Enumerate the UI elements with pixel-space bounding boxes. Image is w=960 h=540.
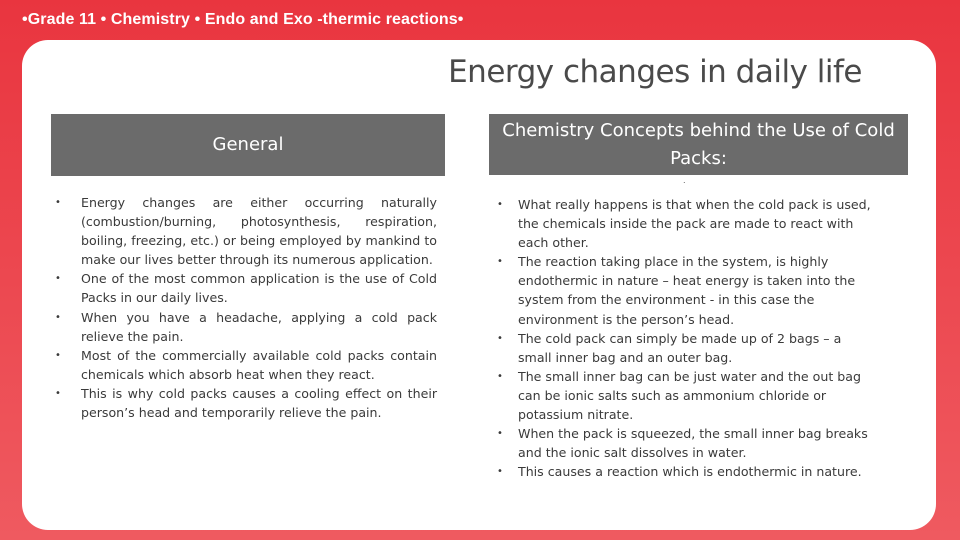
- list-item: [54, 346, 437, 384]
- list-item: [496, 329, 874, 367]
- bullet-icon: •: [497, 466, 503, 478]
- bullet-icon: •: [55, 273, 61, 285]
- chemistry-concepts-list: [496, 195, 874, 481]
- list-item: [54, 308, 437, 346]
- stray-mark: .: [683, 176, 686, 185]
- list-item-text: When you have a headache, applying a cold pack relieve the pain.: [81, 309, 437, 344]
- bullet-icon: •: [497, 256, 503, 268]
- general-list: [54, 193, 437, 422]
- list-item-text: The reaction taking place in the system, is highly endothermic in nature – heat energy is taken into the system from the environment - in this case the environment is the person’s head.: [518, 254, 856, 327]
- bullet-icon: •: [497, 370, 503, 382]
- list-item-text: This is why cold packs causes a cooling effect on their person’s head and temporarily relieve the pain.: [81, 385, 437, 421]
- bullet-icon: •: [497, 199, 503, 210]
- bullet-icon: •: [497, 332, 503, 344]
- general-heading: [51, 114, 445, 176]
- list-item-text: Energy changes are either occurring naturally (combustion/burning, photosynthesis, respiration, boiling, freezing, etc.) or being employed by mankind to make our lives better through its numerous application.: [81, 195, 437, 268]
- breadcrumb: •Grade 11 • Chemistry • Endo and Exo -thermic reactions•: [22, 11, 464, 28]
- list-item: [54, 269, 437, 307]
- chemistry-concepts-heading: [489, 114, 908, 175]
- list-item-text: Most of the commercially available cold packs contain chemicals which absorb heat when they react.: [81, 347, 437, 382]
- list-item: [496, 424, 874, 462]
- list-item-text: One of the most common application is the use of Cold Packs in our daily lives.: [81, 271, 437, 306]
- chemistry-concepts-heading-label: Chemistry Concepts behind the Use of Cold Packs:: [502, 119, 895, 169]
- bullet-icon: •: [55, 311, 61, 323]
- bullet-icon: •: [55, 197, 61, 208]
- list-item: [54, 384, 437, 422]
- list-item: [496, 252, 874, 328]
- list-item: [496, 195, 874, 252]
- list-item: [54, 193, 437, 269]
- slide-title: Energy changes in daily life: [448, 54, 862, 90]
- bullet-icon: •: [55, 387, 61, 399]
- list-item: [496, 462, 874, 481]
- bullet-icon: •: [497, 428, 503, 440]
- list-item-text: This causes a reaction which is endothermic in nature.: [518, 464, 862, 480]
- bullet-icon: •: [55, 349, 61, 361]
- list-item-text: The small inner bag can be just water and the out bag can be ionic salts such as ammonium chloride or potassium nitrate.: [518, 368, 862, 423]
- list-item-text: When the pack is squeezed, the small inner bag breaks and the ionic salt dissolves in water.: [518, 426, 868, 461]
- list-item-text: The cold pack can simply be made up of 2 bags – a small inner bag and an outer bag.: [518, 330, 842, 365]
- list-item: [496, 367, 874, 424]
- general-heading-label: General: [212, 134, 284, 155]
- list-item-text: What really happens is that when the cold pack is used, the chemicals inside the pack are made to react with each other.: [518, 197, 871, 251]
